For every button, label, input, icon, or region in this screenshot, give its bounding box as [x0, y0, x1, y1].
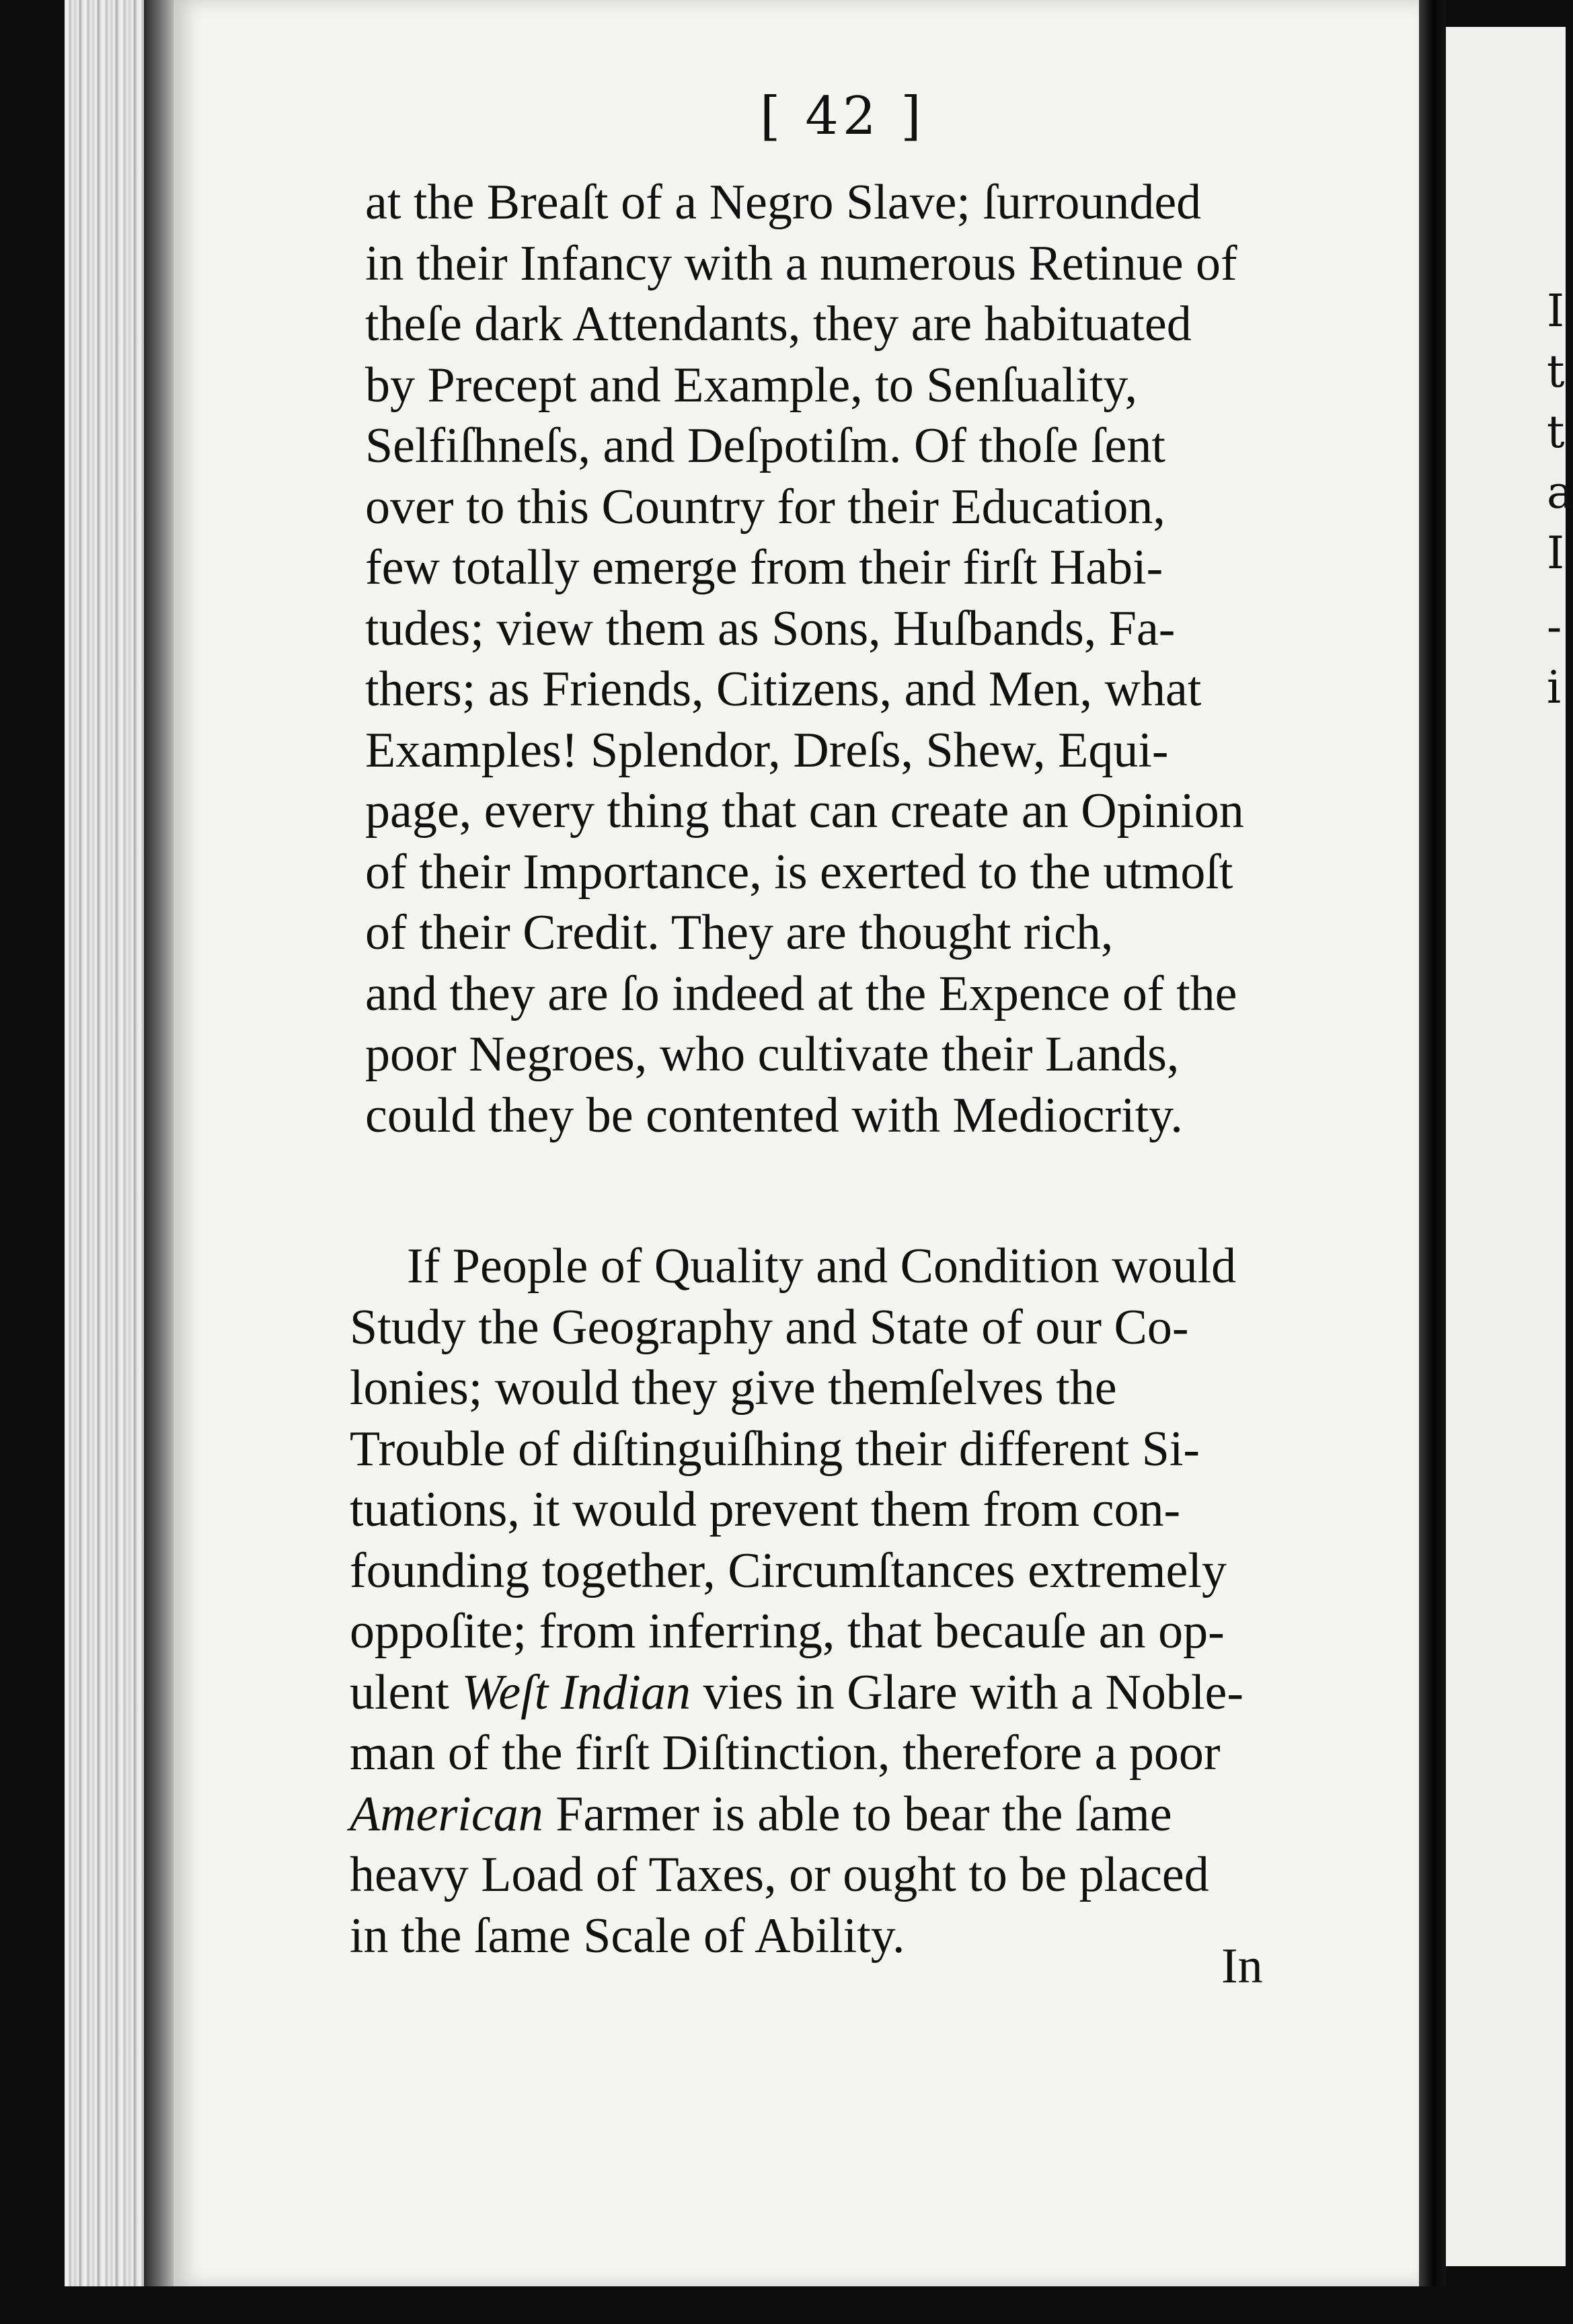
text-line: heavy Load of Taxes, or ought to be placed	[350, 1847, 1209, 1902]
text-line: in their Infancy with a numerous Retinue of	[365, 235, 1237, 291]
scan-border	[0, 2286, 1566, 2324]
italic-phrase: Weſt Indian	[461, 1664, 691, 1720]
text-line: over to this Country for their Education,	[365, 479, 1165, 535]
text-line	[350, 1662, 1298, 1723]
text-line: at the Breaſt of a Negro Slave; ſurrounded	[365, 175, 1202, 230]
facing-fragment: I	[1547, 527, 1565, 579]
text-line: tudes; view them as Sons, Huſbands, Fa-	[365, 601, 1176, 656]
text-line: could they be contented with Mediocrity.	[365, 1087, 1183, 1143]
book-gutter	[1419, 0, 1446, 2324]
text-line: of their Credit. They are thought rich,	[365, 905, 1114, 960]
text-line: Trouble of diſtinguiſhing their different Si-	[350, 1421, 1200, 1477]
catchword: In	[1221, 1939, 1263, 1994]
paragraph-1	[365, 172, 1313, 1146]
page-number: [ 42 ]	[760, 86, 925, 147]
text-line: theſe dark Attendants, they are habituated	[365, 297, 1192, 352]
text-run: vies in Glare with a Noble-	[690, 1664, 1243, 1720]
text-line: Selfiſhneſs, and Deſpotiſm. Of thoſe ſent	[365, 418, 1165, 473]
text-line: If People of Quality and Condition would	[407, 1239, 1237, 1294]
facing-fragment: -	[1547, 601, 1562, 653]
text-line: page, every thing that can create an Opinion	[365, 783, 1244, 839]
text-line: poor Negroes, who cultivate their Lands,	[365, 1027, 1180, 1082]
facing-fragment: I	[1547, 285, 1565, 337]
facing-page	[1446, 27, 1573, 2266]
text-line: tuations, it would prevent them from con-	[350, 1482, 1181, 1537]
text-line: in the ſame Scale of Ability.	[350, 1908, 905, 1964]
text-line: few totally emerge from their firſt Habi-	[365, 540, 1163, 595]
paragraph-2	[350, 1236, 1298, 1966]
text-line: Study the Geography and State of our Co-	[350, 1299, 1189, 1355]
text-line: Examples! Splendor, Dreſs, Shew, Equi-	[365, 722, 1169, 778]
text-line: man of the firſt Diſtinction, therefore a poor	[350, 1726, 1221, 1781]
text-line: by Precept and Example, to Senſuality,	[365, 357, 1138, 413]
facing-fragment: i	[1547, 662, 1562, 713]
text-line: founding together, Circumſtances extremely	[350, 1543, 1227, 1598]
facing-fragment: t	[1547, 406, 1565, 458]
text-line: oppoſite; from inferring, that becauſe an op-	[350, 1604, 1225, 1659]
text-run: Farmer is able to bear the ſame	[543, 1786, 1172, 1842]
text-line: lonies; would they give themſelves the	[350, 1360, 1117, 1416]
text-run: ulent	[350, 1664, 462, 1720]
text-line: and they are ſo indeed at the Expence of the	[365, 966, 1237, 1021]
facing-fragment: t	[1547, 346, 1565, 397]
text-line: of their Importance, is exerted to the utmoſt	[365, 844, 1233, 900]
text-line: thers; as Friends, Citizens, and Men, what	[365, 662, 1202, 717]
facing-fragment: a	[1547, 467, 1573, 518]
text-line	[350, 1784, 1298, 1845]
italic-phrase: American	[350, 1786, 543, 1842]
